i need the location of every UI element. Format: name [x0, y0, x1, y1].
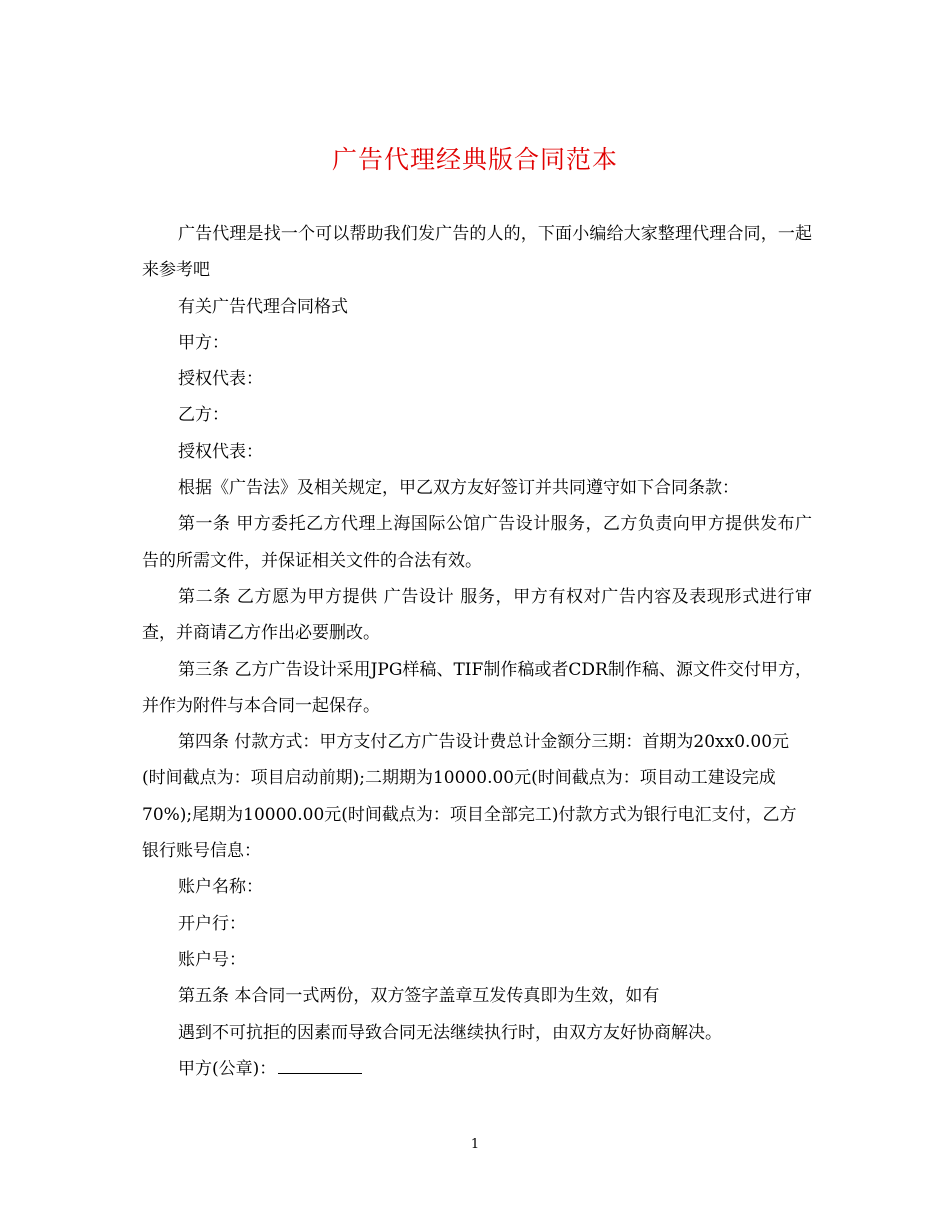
document-body — [142, 216, 812, 1087]
intro-paragraph: 广告代理是找一个可以帮助我们发广告的人的，下面小编给大家整理代理合同，一起来参考吧 — [142, 224, 812, 281]
article-3-paragraph: 第三条 乙方广告设计采用JPG样稿、TIF制作稿或者CDR制作稿、源文件交付甲方，并作为附件与本合同一起保存。 — [142, 659, 812, 716]
article-4-paragraph: 第四条 付款方式：甲方支付乙方广告设计费总计金额分三期：首期为20xx0.00元(时间截点为：项目启动前期);二期期为10000.00元(时间截点为：项目动工建设完成70%);尾期为10000.00元(时间截点为：项目全部完工)付款方式为银行电汇支付，乙方银行账号信息： — [142, 732, 797, 862]
article-5-paragraph: 第五条 本合同一式两份，双方签字盖章互发传真即为生效，如有 — [178, 986, 660, 1007]
page-number: 1 — [470, 1137, 480, 1152]
party-b-representative-line: 授权代表： — [178, 441, 263, 462]
party-a-seal-label: 甲方(公章)： — [178, 1058, 277, 1079]
account-number-line: 账户号： — [178, 949, 246, 970]
party-b-line: 乙方： — [178, 405, 229, 426]
document-title: 广告代理经典版合同范本 — [331, 145, 618, 174]
bank-line: 开户行： — [178, 913, 246, 934]
article-1-paragraph: 第一条 甲方委托乙方代理上海国际公馆广告设计服务，乙方负责向甲方提供发布广告的所需文件，并保证相关文件的合法有效。 — [142, 514, 812, 571]
article-2-paragraph: 第二条 乙方愿为甲方提供 广告设计 服务，甲方有权对广告内容及表现形式进行审查，并商请乙方作出必要删改。 — [142, 586, 812, 644]
article-5-continuation: 遇到不可抗拒的因素而导致合同无法继续执行时，由双方友好协商解决。 — [178, 1022, 722, 1043]
party-a-line: 甲方： — [178, 332, 229, 353]
legal-basis-paragraph: 根据《广告法》及相关规定，甲乙双方友好签订并共同遵守如下合同条款： — [178, 478, 739, 499]
party-a-representative-line: 授权代表： — [178, 369, 263, 390]
format-heading: 有关广告代理合同格式 — [178, 296, 348, 317]
account-name-line: 账户名称： — [178, 877, 263, 898]
party-a-seal-line — [142, 1051, 812, 1087]
signature-blank — [278, 1055, 362, 1074]
